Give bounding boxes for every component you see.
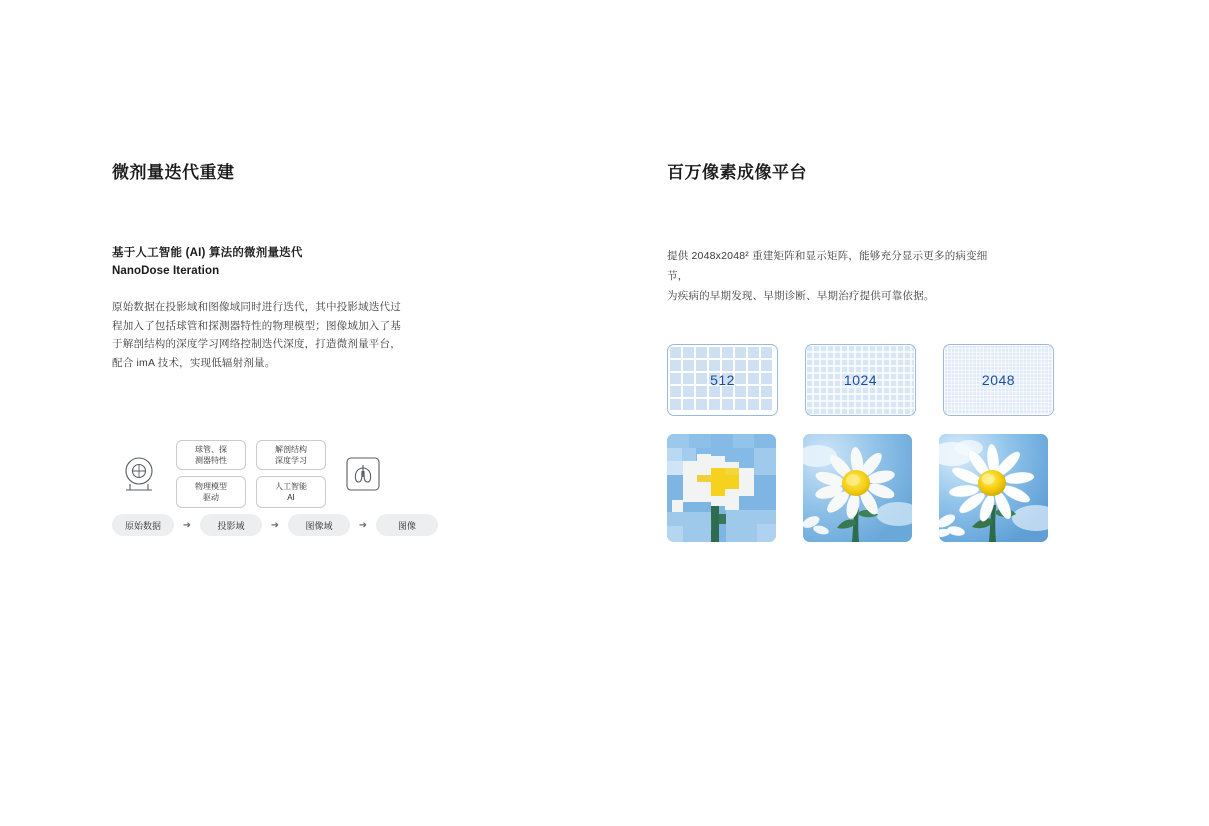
right-section-title: 百万像素成像平台 (667, 163, 807, 182)
card-physics-model-line2: 驱动 (203, 493, 219, 502)
reconstruction-diagram (112, 440, 432, 550)
left-column (112, 160, 532, 383)
left-lead-en: NanoDose Iteration (112, 265, 220, 277)
right-body-line1: 提供 2048x2048² 重建矩阵和显示矩阵，能够充分显示更多的病变细节， (667, 250, 988, 282)
pipeline-step-image-domain: 图像域 (288, 514, 350, 536)
sample-photo-row (667, 434, 1048, 542)
left-lead (112, 244, 532, 280)
daisy-photo-2048 (939, 434, 1048, 542)
pipeline-step-projection-domain: 投影域 (200, 514, 262, 536)
ai-card-stack (256, 440, 326, 508)
card-anatomy-line1: 解剖结构 (275, 445, 307, 454)
left-body-text: 原始数据在投影域和图像域同时进行迭代，其中投影域迭代过程加入了包括球管和探测器特性的物理模型；图像域加入了基于解剖结构的深度学习网络控制迭代深度，打造微剂量平台，配合 imA 技术，实现低辐射剂量。 (112, 301, 401, 369)
lungs-icon (336, 447, 390, 501)
card-ai-line1: 人工智能 (275, 482, 307, 491)
card-anatomy-deep-learning (256, 440, 326, 470)
matrix-label-512: 512 (710, 372, 735, 388)
pipeline-row (112, 514, 438, 536)
right-body-text (667, 246, 1007, 306)
card-tube-detector (176, 440, 246, 470)
matrix-card-2048 (943, 344, 1054, 416)
pipeline-arrow-2: ➜ (270, 519, 280, 531)
card-tube-detector-line1: 球管、探 (195, 445, 227, 454)
card-physics-model (176, 476, 246, 508)
matrix-label-1024: 1024 (843, 372, 878, 388)
pipeline-step-raw-data: 原始数据 (112, 514, 174, 536)
pipeline-step-image: 图像 (376, 514, 438, 536)
card-anatomy-line2: 深度学习 (275, 456, 307, 465)
ct-scanner-icon (112, 447, 166, 501)
matrix-card-512 (667, 344, 778, 416)
right-body-line2: 为疾病的早期发现、早期诊断、早期治疗提供可靠依据。 (667, 290, 935, 302)
left-lead-cn: 基于人工智能 (AI) 算法的微剂量迭代 (112, 247, 303, 259)
pipeline-arrow-1: ➜ (182, 519, 192, 531)
card-ai-line2: AI (287, 493, 295, 502)
card-artificial-intelligence (256, 476, 326, 508)
card-physics-model-line1: 物理模型 (195, 482, 227, 491)
matrix-card-row (667, 344, 1054, 416)
matrix-card-1024 (805, 344, 916, 416)
pipeline-arrow-3: ➜ (358, 519, 368, 531)
daisy-photo-512 (667, 434, 776, 542)
left-section-title: 微剂量迭代重建 (112, 163, 235, 182)
physics-card-stack (176, 440, 246, 508)
matrix-label-2048: 2048 (981, 372, 1016, 388)
right-column (667, 160, 1107, 306)
diagram-row (112, 440, 390, 508)
daisy-photo-1024 (803, 434, 912, 542)
card-tube-detector-line2: 测器特性 (195, 456, 227, 465)
